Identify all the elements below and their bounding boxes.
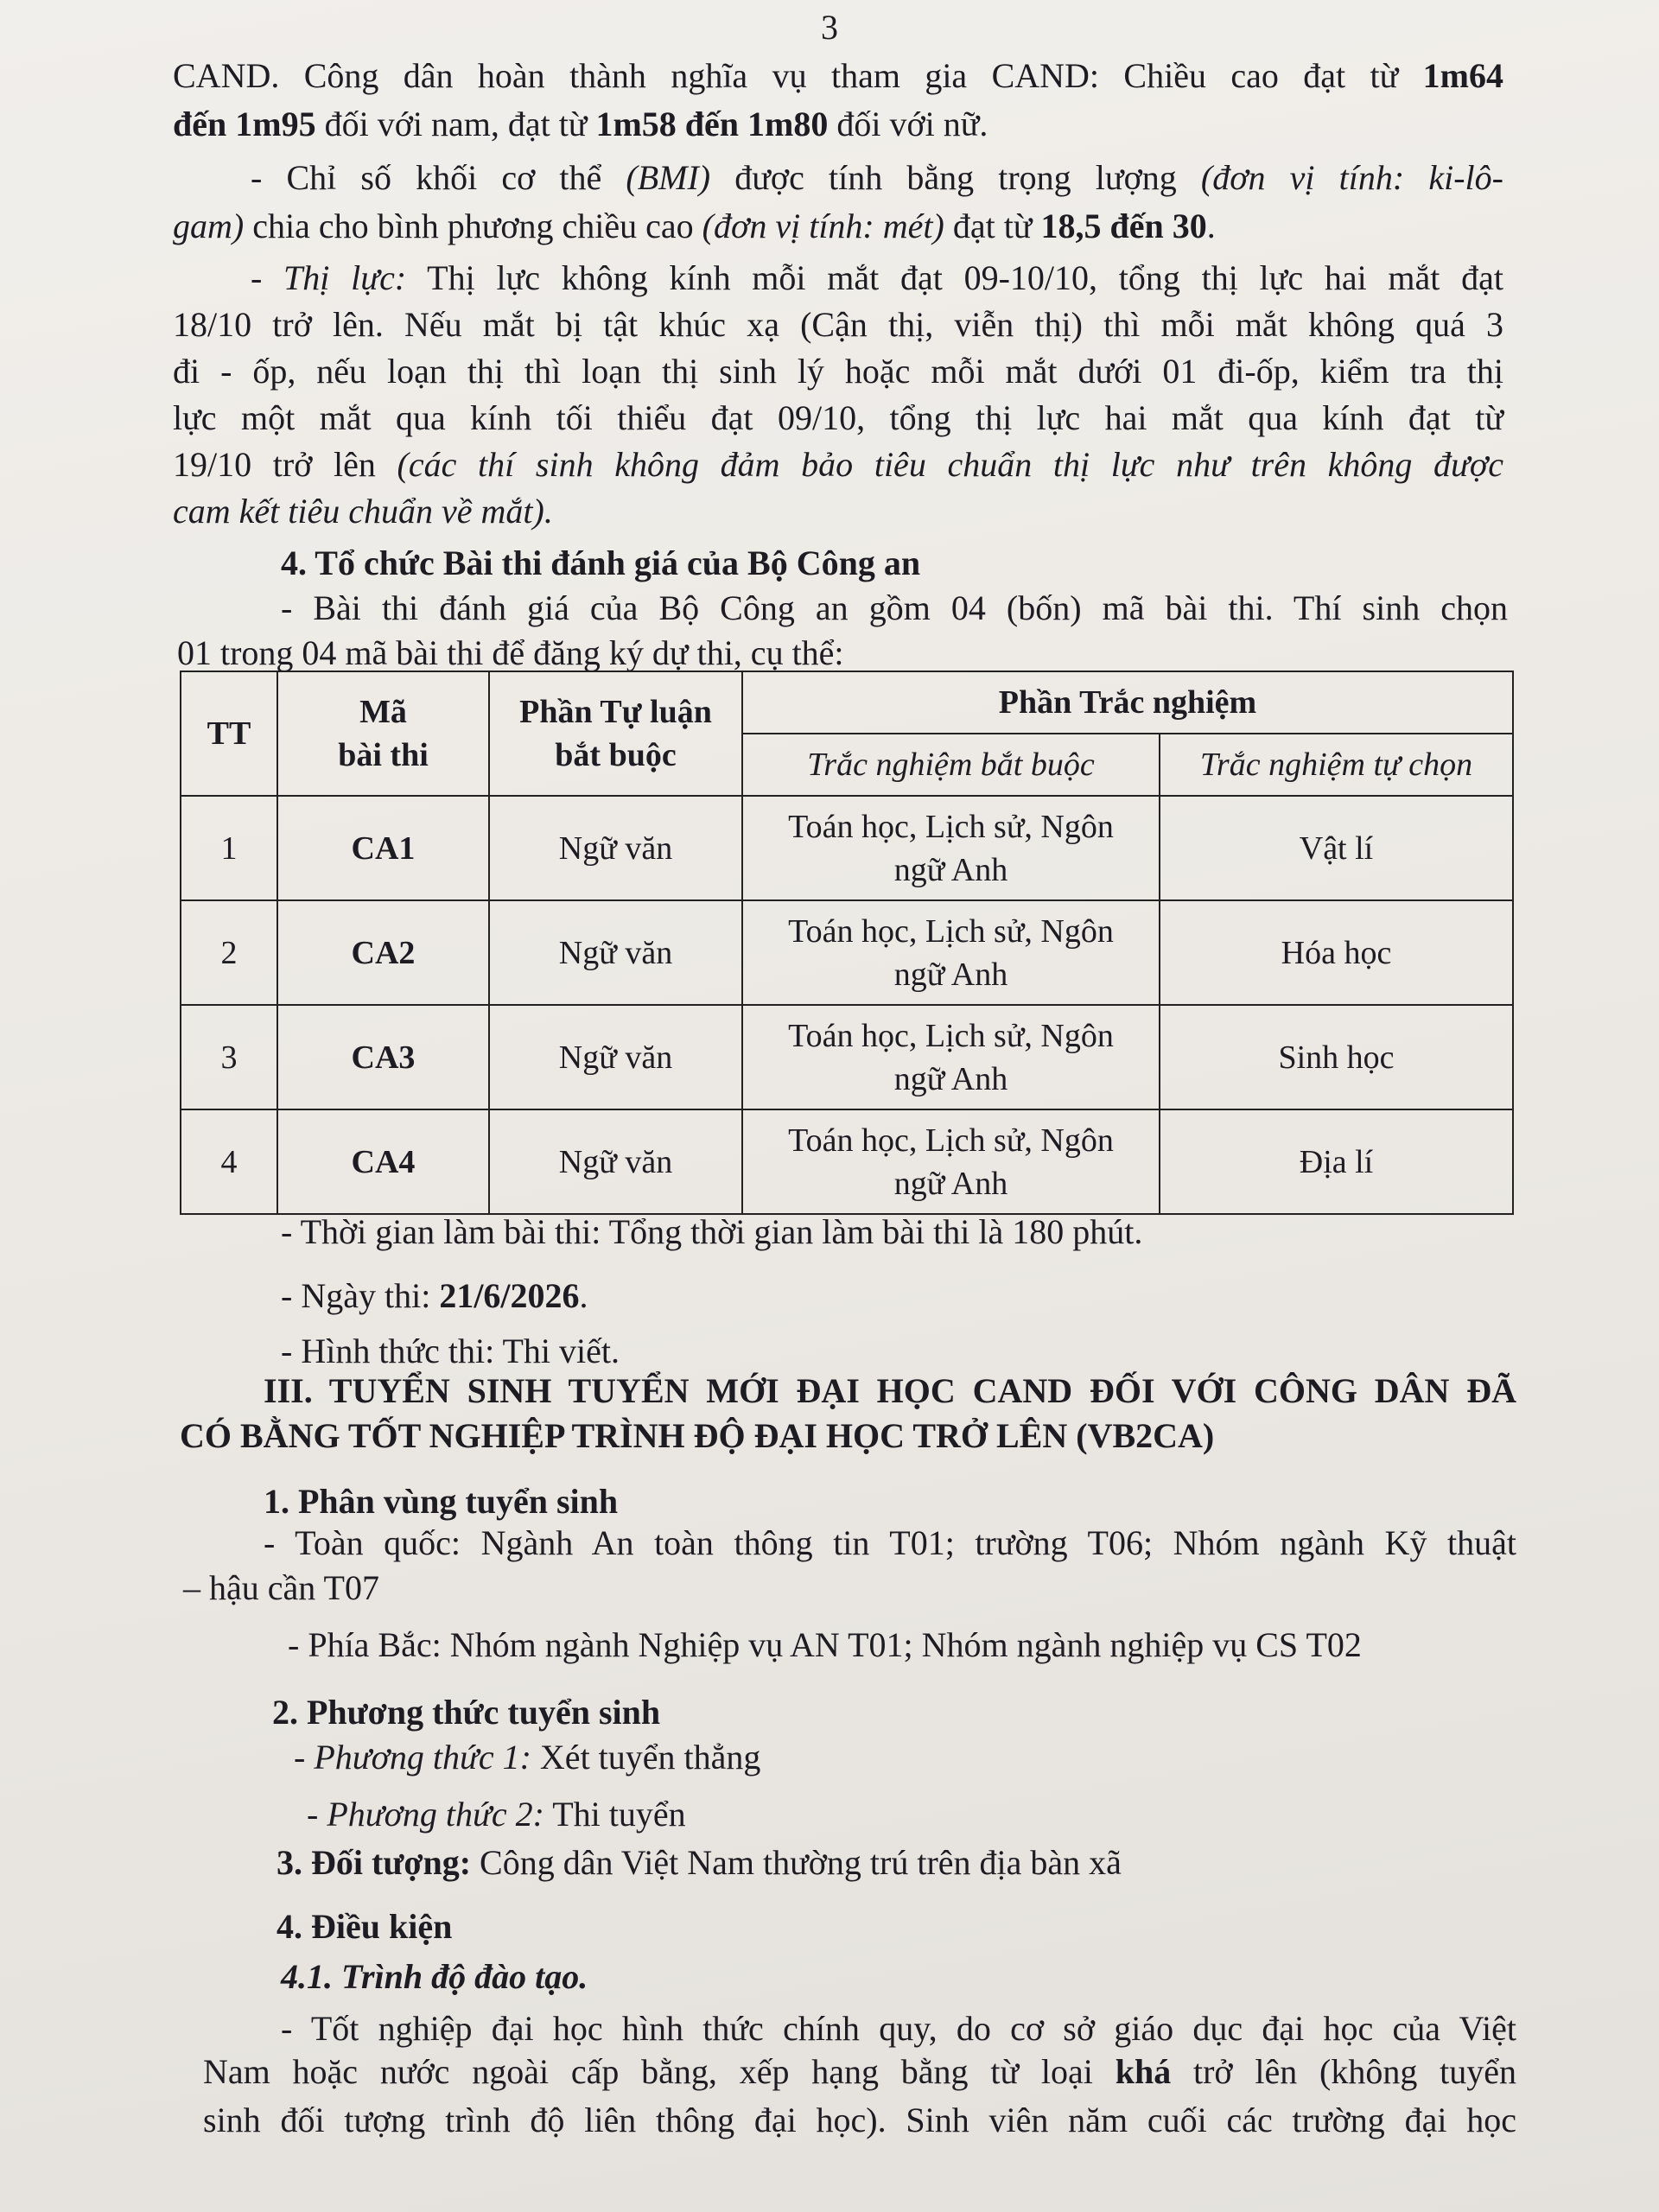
height-male-max: đến 1m95 [173, 105, 316, 143]
elective-subject: Vật lí [1160, 796, 1513, 900]
table-row [181, 900, 1513, 1005]
training-text-1: - Tốt nghiệp đại học hình thức chính quy, do cơ sở giáo dục đại học của Việt [281, 2009, 1516, 2048]
height-text-3: đối với nữ. [828, 105, 988, 143]
header-exam-code [277, 671, 489, 796]
page-number: 3 [821, 8, 838, 47]
bmi-range: 18,5 đến 30 [1040, 207, 1207, 245]
vision-note: (các thí sinh không đảm bảo tiêu chuẩn thị lực như trên không được [397, 445, 1503, 484]
exam-date-value: 21/6/2026 [439, 1276, 580, 1315]
bmi-unit-weight: (đơn vị tính: ki-lô- [1200, 158, 1503, 197]
method-1-value: Xét tuyển thẳng [531, 1738, 761, 1777]
mandatory-subjects-line-2: ngữ Anh [893, 1165, 1008, 1202]
method-1-label: - Phương thức 1: [294, 1738, 531, 1777]
exam-format: - Hình thức thi: Thi viết. [281, 1332, 620, 1370]
bmi-text-2: được tính bằng trọng lượng [710, 158, 1201, 197]
section-4-paragraph-2: 01 trong 04 mã bài thi để đăng ký dự thi, cụ thể: [177, 633, 844, 672]
exam-duration: - Thời gian làm bài thi: Tổng thời gian làm bài thi là 180 phút. [281, 1212, 1143, 1251]
vision-line-2: 18/10 trở lên. Nếu mắt bị tật khúc xạ (Cận thị, viễn thị) thì mỗi mắt không quá 3 [173, 305, 1503, 344]
elective-subject: Hóa học [1160, 900, 1513, 1005]
table-body [181, 796, 1513, 1214]
header-exam-code-l2: bài thi [338, 737, 429, 774]
elective-subject: Sinh học [1160, 1005, 1513, 1109]
mandatory-subjects-line-1: Toán học, Lịch sử, Ngôn [788, 808, 1114, 845]
height-line-2 [173, 102, 1503, 147]
vision-text-1: Thị lực không kính mỗi mắt đạt 09-10/10, tổng thị lực hai mắt đạt [406, 258, 1504, 297]
mandatory-subjects [742, 900, 1160, 1005]
header-exam-code-l1: Mã [359, 694, 407, 731]
table-row [181, 796, 1513, 900]
mandatory-subjects-line-2: ngữ Anh [893, 1060, 1008, 1097]
vision-label: - Thị lực: [251, 258, 407, 297]
bmi-text-4: đạt từ [944, 207, 1041, 245]
method-2 [307, 1792, 1516, 1837]
target-value: Công dân Việt Nam thường trú trên địa bàn xã [471, 1843, 1122, 1882]
section-iii-title-line-2: CÓ BẰNG TỐT NGHIỆP TRÌNH ĐỘ ĐẠI HỌC TRỞ LÊN (VB2CA) [180, 1416, 1215, 1455]
header-mandatory-mc: Trắc nghiệm bắt buộc [742, 734, 1160, 796]
height-text: CAND. Công dân hoàn thành nghĩa vụ tham gia CAND: Chiều cao đạt từ [173, 56, 1423, 95]
table-row [181, 1005, 1513, 1109]
header-multiple-choice: Phần Trắc nghiệm [742, 671, 1513, 734]
exam-code-table [180, 671, 1514, 1215]
section-4-heading: 4. Tổ chức Bài thi đánh giá của Bộ Công an [281, 543, 921, 582]
training-level-heading: 4.1. Trình độ đào tạo. [281, 1957, 588, 1996]
header-essay-l1: Phần Tự luận [519, 694, 712, 731]
exam-code: CA2 [277, 900, 489, 1005]
exam-code: CA4 [277, 1109, 489, 1214]
table-header-row [181, 671, 1513, 734]
essay-subject: Ngữ văn [489, 900, 742, 1005]
training-grade: khá [1115, 2052, 1172, 2091]
training-text-2 [203, 2050, 1516, 2094]
vision-line-5 [173, 442, 1503, 487]
training-text-2a: Nam hoặc nước ngoài cấp bằng, xếp hạng bằng từ loại [203, 2052, 1116, 2091]
bmi-text: - Chỉ số khối cơ thể [251, 158, 626, 197]
mandatory-subjects-line-2: ngữ Anh [893, 956, 1008, 993]
bmi-text-3: chia cho bình phương chiều cao [244, 207, 702, 245]
header-essay [489, 671, 742, 796]
zone-nationwide-1: - Toàn quốc: Ngành An toàn thông tin T01; trường T06; Nhóm ngành Kỹ thuật [264, 1523, 1516, 1562]
elective-subject: Địa lí [1160, 1109, 1513, 1214]
zone-heading: 1. Phân vùng tuyển sinh [264, 1482, 619, 1521]
mandatory-subjects-line-2: ngữ Anh [893, 851, 1008, 888]
zone-north: - Phía Bắc: Nhóm ngành Nghiệp vụ AN T01; Nhóm ngành nghiệp vụ CS T02 [288, 1625, 1362, 1664]
zone-nationwide-2: – hậu cần T07 [183, 1568, 379, 1607]
bmi-line-2 [173, 204, 1503, 249]
method-2-value: Thi tuyển [543, 1795, 686, 1834]
bmi-unit-height: (đơn vị tính: mét) [702, 207, 944, 245]
mandatory-subjects-line-1: Toán học, Lịch sử, Ngôn [788, 912, 1114, 950]
method-2-label: - Phương thức 2: [307, 1795, 544, 1834]
method-heading: 2. Phương thức tuyển sinh [272, 1693, 661, 1732]
exam-date-line [281, 1274, 1491, 1319]
vision-line-3: đi - ốp, nếu loạn thị thì loạn thị sinh lý hoặc mỗi mắt dưới 01 đi-ốp, kiểm tra thị [173, 352, 1503, 391]
row-number: 3 [181, 1005, 277, 1109]
row-number: 2 [181, 900, 277, 1005]
training-text-3: sinh đối tượng trình độ liên thông đại học). Sinh viên năm cuối các trường đại học [203, 2101, 1516, 2139]
mandatory-subjects [742, 1109, 1160, 1214]
header-essay-l2: bắt buộc [555, 737, 677, 774]
method-1 [294, 1735, 1503, 1780]
essay-subject: Ngữ văn [489, 796, 742, 900]
training-text-2c: trở lên (không tuyển [1171, 2052, 1517, 2091]
vision-line-4: lực một mắt qua kính tối thiểu đạt 09/10, tổng thị lực hai mắt qua kính đạt từ [173, 398, 1503, 437]
height-female-range: 1m58 đến 1m80 [595, 105, 829, 143]
header-tt: TT [181, 671, 277, 796]
conditions-heading: 4. Điều kiện [276, 1907, 453, 1946]
exam-code: CA1 [277, 796, 489, 900]
mandatory-subjects-line-1: Toán học, Lịch sử, Ngôn [788, 1122, 1114, 1159]
row-number: 1 [181, 796, 277, 900]
exam-date-period: . [579, 1276, 588, 1315]
height-male-min: 1m64 [1422, 56, 1503, 95]
bmi-period: . [1206, 207, 1216, 245]
exam-code: CA3 [277, 1005, 489, 1109]
bmi-abbr: (BMI) [626, 158, 711, 197]
mandatory-subjects [742, 1005, 1160, 1109]
section-iii-title-line-1: III. TUYỂN SINH TUYỂN MỚI ĐẠI HỌC CAND ĐỐI VỚI CÔNG DÂN ĐÃ [264, 1371, 1516, 1410]
vision-text-5: 19/10 trở lên [173, 445, 397, 484]
mandatory-subjects [742, 796, 1160, 900]
table-row [181, 1109, 1513, 1214]
bmi-unit-weight-end: gam) [173, 207, 245, 245]
row-number: 4 [181, 1109, 277, 1214]
target-label: 3. Đối tượng: [276, 1843, 472, 1882]
mandatory-subjects-line-1: Toán học, Lịch sử, Ngôn [788, 1017, 1114, 1054]
header-elective-mc: Trắc nghiệm tự chọn [1160, 734, 1513, 796]
essay-subject: Ngữ văn [489, 1109, 742, 1214]
bmi-line-1 [251, 156, 1503, 200]
height-line-1 [173, 54, 1503, 99]
essay-subject: Ngữ văn [489, 1005, 742, 1109]
height-text-2: đối với nam, đạt từ [315, 105, 596, 143]
section-4-paragraph-1: - Bài thi đánh giá của Bộ Công an gồm 04 (bốn) mã bài thi. Thí sinh chọn [281, 588, 1508, 627]
vision-line-1 [251, 256, 1503, 301]
target-line [276, 1840, 1486, 1885]
vision-line-6: cam kết tiêu chuẩn về mắt). [173, 492, 553, 531]
exam-date-label: - Ngày thi: [281, 1276, 440, 1315]
